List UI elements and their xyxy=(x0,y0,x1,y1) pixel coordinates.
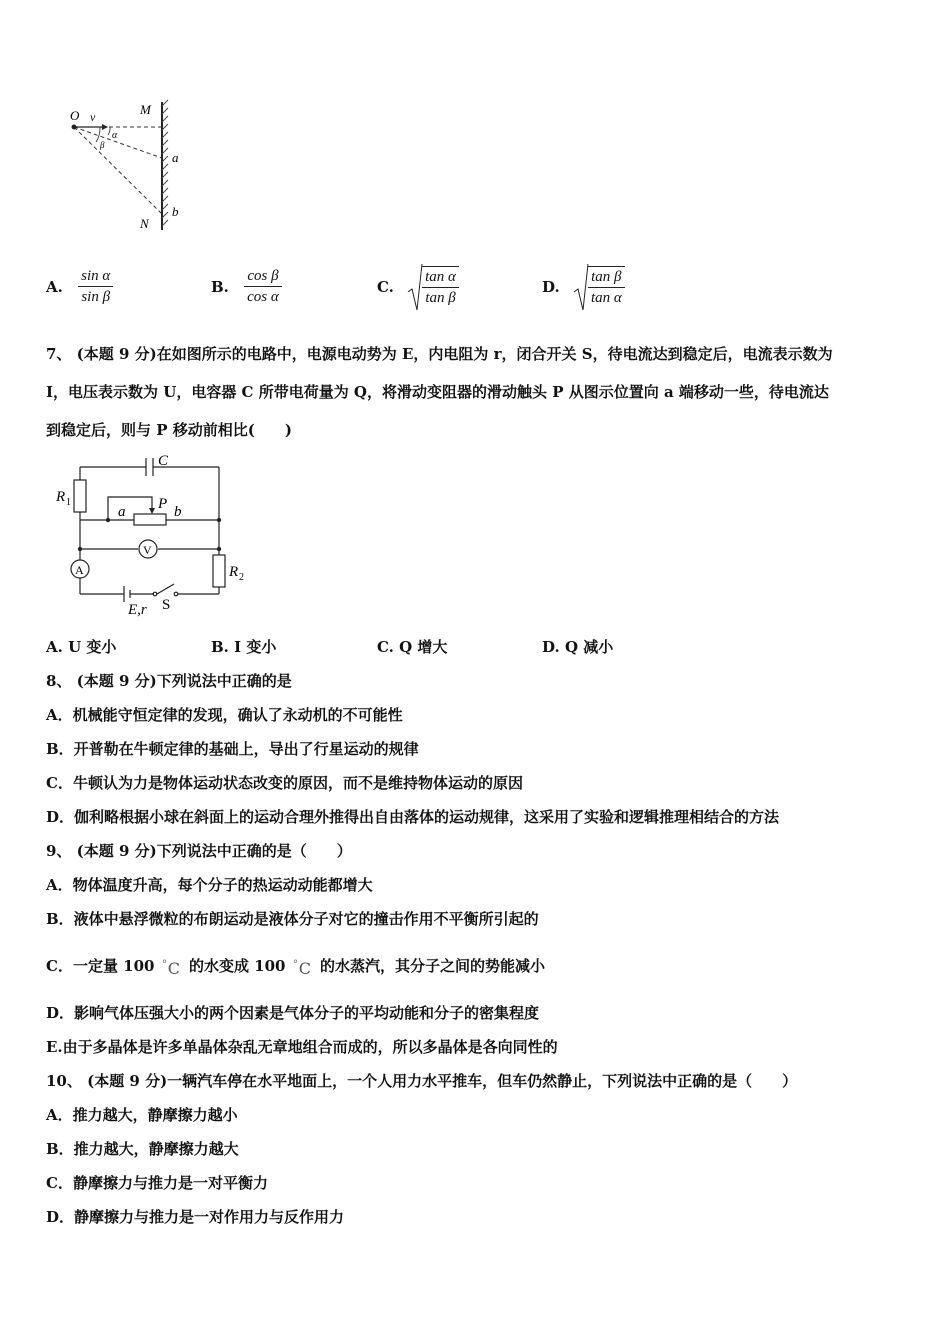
fraction-denominator: tan β xyxy=(425,290,456,306)
fraction-denominator: tan α xyxy=(590,290,622,306)
fraction-numerator: sin α xyxy=(78,266,113,287)
q6-option-b xyxy=(211,266,282,307)
q8-option-a: A．机械能守恒定律的发现，确认了永动机的不可能性 xyxy=(46,706,403,724)
q8-option-d: D．伽利略根据小球在斜面上的运动合理外推得出自由落体的运动规律，这采用了实验和逻辑推理相结合的方法 xyxy=(46,808,780,826)
q7-option-c xyxy=(377,637,447,657)
q8-stem: 8、 (本题 9 分)下列说法中正确的是 xyxy=(46,672,292,690)
option-letter: B. xyxy=(211,638,229,656)
q10-stem: 10、 (本题 9 分)一辆汽车停在水平地面上，一个人用力水平推车，但车仍然静止，下列说法中正确的是（ ） xyxy=(46,1072,798,1090)
q7-option-d xyxy=(542,637,613,657)
option-letter: A. xyxy=(46,277,63,296)
q7-option-a xyxy=(46,637,116,657)
label-S: S xyxy=(162,597,171,613)
q6-option-c xyxy=(377,262,459,312)
label-R1-sub: 1 xyxy=(66,497,71,508)
option-text: C．一定量 100 xyxy=(46,957,155,975)
q9-option-c: C．一定量 100 ° C 的水变成 100 ° C 的水蒸汽，其分子之间的势能减小 xyxy=(46,957,545,978)
option-text: 的水蒸汽，其分子之间的势能减小 xyxy=(319,957,545,975)
label-R2-sub: 2 xyxy=(239,572,244,583)
q7-option-b xyxy=(211,637,276,657)
option-text: Q 减小 xyxy=(564,638,614,656)
q10-option-b: B．推力越大，静摩擦力越大 xyxy=(46,1140,239,1158)
label-Er: E,r xyxy=(128,602,147,618)
q6-option-a xyxy=(46,266,113,307)
sqrt-sign-icon xyxy=(407,262,423,312)
option-letter: C. xyxy=(377,278,394,296)
fraction xyxy=(78,266,113,307)
option-letter: D. xyxy=(542,638,560,656)
label-M: M xyxy=(140,102,151,117)
label-alpha: α xyxy=(112,130,118,141)
celsius-unit: C xyxy=(167,959,180,978)
label-P: P xyxy=(158,496,168,512)
fraction-denominator: cos α xyxy=(247,289,279,305)
label-a: a xyxy=(118,504,126,520)
celsius-unit: C xyxy=(298,959,311,978)
q9-option-d: D．影响气体压强大小的两个因素是气体分子的平均动能和分子的密集程度 xyxy=(46,1004,540,1022)
q10-option-c: C．静摩擦力与推力是一对平衡力 xyxy=(46,1174,268,1192)
label-R2: R xyxy=(229,564,239,580)
option-letter: A. xyxy=(46,638,63,656)
wall-projectile-diagram xyxy=(60,96,200,236)
fraction-numerator: tan α xyxy=(422,267,459,288)
fraction-denominator: sin β xyxy=(81,289,111,305)
q7-stem-line3: 到稳定后，则与 P 移动前相比( ) xyxy=(46,421,292,439)
label-b: b xyxy=(172,204,179,219)
voltmeter-icon: V xyxy=(143,543,152,557)
q9-stem: 9、 (本题 9 分)下列说法中正确的是（ ） xyxy=(46,842,352,860)
option-letter: B. xyxy=(211,277,229,296)
label-beta: β xyxy=(100,140,105,150)
fraction xyxy=(244,266,282,307)
q7-stem-line1: 7、 (本题 9 分)在如图所示的电路中，电源电动势为 E，内电阻为 r，闭合开关 S，待电流达到稳定后，电流表示数为 xyxy=(46,345,833,363)
ammeter-icon: A xyxy=(75,563,84,577)
label-R1: R xyxy=(56,489,66,505)
q9-option-a: A．物体温度升高，每个分子的热运动动能都增大 xyxy=(46,876,373,894)
label-v: v xyxy=(90,110,96,124)
q10-option-d: D．静摩擦力与推力是一对作用力与反作用力 xyxy=(46,1208,345,1226)
option-letter: C. xyxy=(377,638,394,656)
option-text: Q 增大 xyxy=(399,638,448,656)
label-C: C xyxy=(158,453,169,469)
q9-option-b: B．液体中悬浮微粒的布朗运动是液体分子对它的撞击作用不平衡所引起的 xyxy=(46,910,539,928)
q8-option-c: C．牛顿认为力是物体运动状态改变的原因，而不是维持物体运动的原因 xyxy=(46,774,523,792)
option-text: I 变小 xyxy=(234,638,277,656)
sqrt-sign-icon xyxy=(573,262,589,312)
option-letter: D. xyxy=(542,278,560,296)
fraction-numerator: cos β xyxy=(244,266,282,287)
q8-option-b: B．开普勒在牛顿定律的基础上，导出了行星运动的规律 xyxy=(46,740,419,758)
circuit-diagram xyxy=(50,448,260,620)
q10-option-a: A．推力越大，静摩擦力越小 xyxy=(46,1106,238,1124)
q6-option-d xyxy=(542,262,625,312)
label-a: a xyxy=(172,150,179,165)
fraction xyxy=(422,266,459,308)
q9-option-e: E.由于多晶体是许多单晶体杂乱无章地组合而成的，所以多晶体是各向同性的 xyxy=(46,1038,558,1056)
option-text: U 变小 xyxy=(68,638,117,656)
fraction-numerator: tan β xyxy=(588,267,625,288)
option-text: 的水变成 100 xyxy=(188,957,286,975)
label-N: N xyxy=(140,216,149,231)
fraction xyxy=(588,266,625,308)
q7-stem-line2: I，电压表示数为 U，电容器 C 所带电荷量为 Q，将滑动变阻器的滑动触头 P 从图示位置向 a 端移动一些，待电流达 xyxy=(46,383,829,401)
label-b: b xyxy=(174,504,182,520)
label-O: O xyxy=(70,108,80,123)
